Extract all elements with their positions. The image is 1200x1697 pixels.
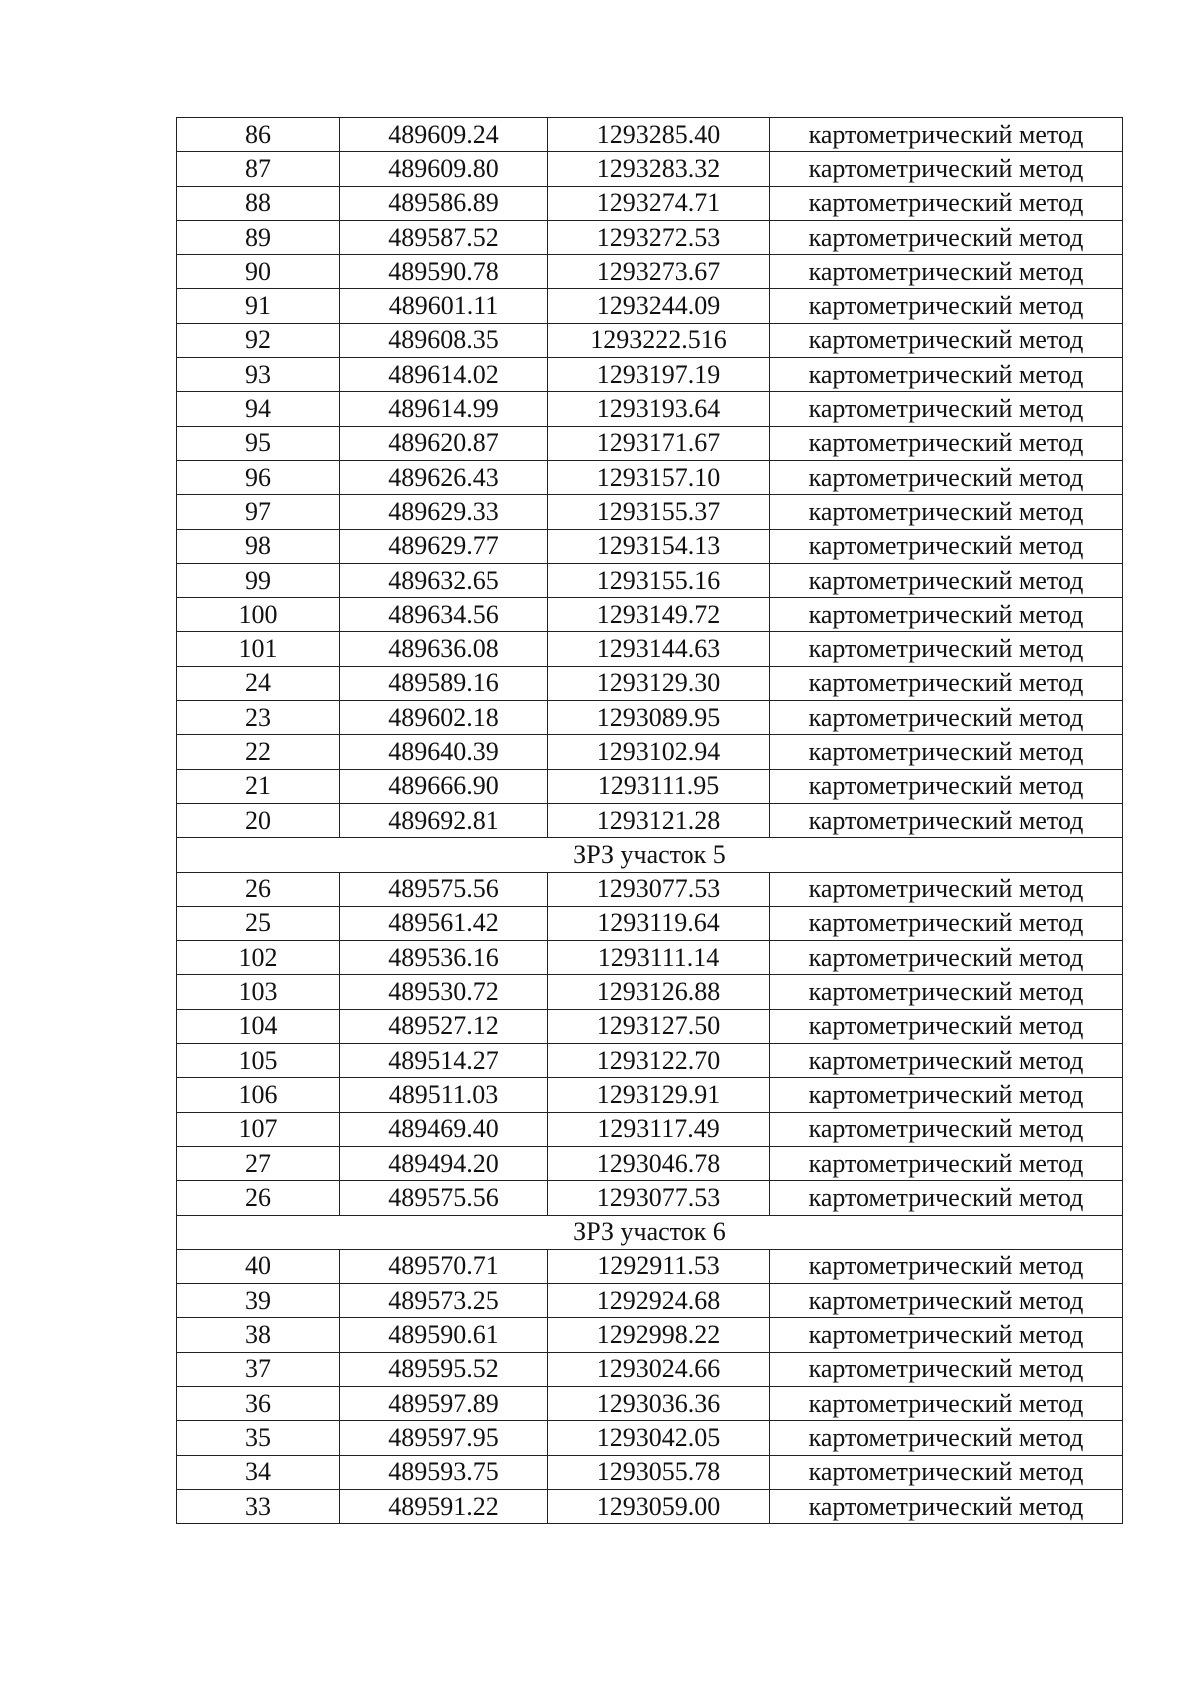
table-row [177, 1489, 1123, 1523]
table-row [177, 701, 1123, 735]
x-coordinate-cell: 489591.22 [340, 1489, 548, 1523]
section-title: ЗРЗ участок 5 [177, 838, 1123, 872]
y-coordinate-cell: 1293154.13 [548, 529, 770, 563]
method-cell: картометрический метод [770, 220, 1123, 254]
point-number-cell: 101 [177, 632, 340, 666]
x-coordinate-cell: 489575.56 [340, 872, 548, 906]
y-coordinate-cell: 1293273.67 [548, 255, 770, 289]
y-coordinate-cell: 1293274.71 [548, 186, 770, 220]
x-coordinate-cell: 489570.71 [340, 1249, 548, 1283]
x-coordinate-cell: 489620.87 [340, 426, 548, 460]
method-cell: картометрический метод [770, 1386, 1123, 1420]
y-coordinate-cell: 1293046.78 [548, 1146, 770, 1180]
y-coordinate-cell: 1293042.05 [548, 1421, 770, 1455]
y-coordinate-cell: 1293222.516 [548, 323, 770, 357]
x-coordinate-cell: 489692.81 [340, 803, 548, 837]
method-cell: картометрический метод [770, 1044, 1123, 1078]
point-number-cell: 39 [177, 1284, 340, 1318]
method-cell: картометрический метод [770, 118, 1123, 152]
method-cell: картометрический метод [770, 1146, 1123, 1180]
point-number-cell: 26 [177, 872, 340, 906]
x-coordinate-cell: 489590.61 [340, 1318, 548, 1352]
method-cell: картометрический метод [770, 941, 1123, 975]
table-row [177, 632, 1123, 666]
table-row [177, 152, 1123, 186]
method-cell: картометрический метод [770, 1009, 1123, 1043]
y-coordinate-cell: 1293089.95 [548, 701, 770, 735]
table-row [177, 392, 1123, 426]
method-cell: картометрический метод [770, 392, 1123, 426]
table-row [177, 426, 1123, 460]
method-cell: картометрический метод [770, 872, 1123, 906]
method-cell: картометрический метод [770, 1181, 1123, 1215]
y-coordinate-cell: 1293122.70 [548, 1044, 770, 1078]
y-coordinate-cell: 1293055.78 [548, 1455, 770, 1489]
y-coordinate-cell: 1293126.88 [548, 975, 770, 1009]
table-row [177, 255, 1123, 289]
method-cell: картометрический метод [770, 563, 1123, 597]
table-row [177, 1112, 1123, 1146]
y-coordinate-cell: 1293155.37 [548, 495, 770, 529]
method-cell: картометрический метод [770, 975, 1123, 1009]
x-coordinate-cell: 489469.40 [340, 1112, 548, 1146]
table-row [177, 563, 1123, 597]
point-number-cell: 91 [177, 289, 340, 323]
x-coordinate-cell: 489632.65 [340, 563, 548, 597]
point-number-cell: 20 [177, 803, 340, 837]
method-cell: картометрический метод [770, 1078, 1123, 1112]
y-coordinate-cell: 1293129.91 [548, 1078, 770, 1112]
point-number-cell: 40 [177, 1249, 340, 1283]
method-cell: картометрический метод [770, 1421, 1123, 1455]
method-cell: картометрический метод [770, 323, 1123, 357]
y-coordinate-cell: 1293285.40 [548, 118, 770, 152]
y-coordinate-cell: 1293111.95 [548, 769, 770, 803]
coordinates-table [176, 117, 1123, 1524]
x-coordinate-cell: 489666.90 [340, 769, 548, 803]
table-row [177, 666, 1123, 700]
method-cell: картометрический метод [770, 1455, 1123, 1489]
method-cell: картометрический метод [770, 1284, 1123, 1318]
method-cell: картометрический метод [770, 666, 1123, 700]
y-coordinate-cell: 1293127.50 [548, 1009, 770, 1043]
table-row [177, 460, 1123, 494]
point-number-cell: 36 [177, 1386, 340, 1420]
x-coordinate-cell: 489586.89 [340, 186, 548, 220]
method-cell: картометрический метод [770, 186, 1123, 220]
table-row [177, 941, 1123, 975]
table-row [177, 769, 1123, 803]
point-number-cell: 90 [177, 255, 340, 289]
x-coordinate-cell: 489614.02 [340, 358, 548, 392]
method-cell: картометрический метод [770, 803, 1123, 837]
y-coordinate-cell: 1293155.16 [548, 563, 770, 597]
point-number-cell: 96 [177, 460, 340, 494]
x-coordinate-cell: 489609.80 [340, 152, 548, 186]
table-row [177, 323, 1123, 357]
table-row [177, 598, 1123, 632]
y-coordinate-cell: 1293111.14 [548, 941, 770, 975]
point-number-cell: 27 [177, 1146, 340, 1180]
point-number-cell: 93 [177, 358, 340, 392]
x-coordinate-cell: 489527.12 [340, 1009, 548, 1043]
x-coordinate-cell: 489494.20 [340, 1146, 548, 1180]
y-coordinate-cell: 1293129.30 [548, 666, 770, 700]
table-row [177, 1421, 1123, 1455]
x-coordinate-cell: 489593.75 [340, 1455, 548, 1489]
y-coordinate-cell: 1293193.64 [548, 392, 770, 426]
method-cell: картометрический метод [770, 1112, 1123, 1146]
x-coordinate-cell: 489634.56 [340, 598, 548, 632]
table-row [177, 529, 1123, 563]
point-number-cell: 95 [177, 426, 340, 460]
x-coordinate-cell: 489608.35 [340, 323, 548, 357]
x-coordinate-cell: 489629.33 [340, 495, 548, 529]
x-coordinate-cell: 489514.27 [340, 1044, 548, 1078]
table-row [177, 358, 1123, 392]
point-number-cell: 25 [177, 906, 340, 940]
table-row [177, 1044, 1123, 1078]
table-row [177, 1181, 1123, 1215]
method-cell: картометрический метод [770, 701, 1123, 735]
table-row [177, 1284, 1123, 1318]
x-coordinate-cell: 489573.25 [340, 1284, 548, 1318]
y-coordinate-cell: 1293171.67 [548, 426, 770, 460]
point-number-cell: 107 [177, 1112, 340, 1146]
point-number-cell: 22 [177, 735, 340, 769]
point-number-cell: 103 [177, 975, 340, 1009]
table-row [177, 803, 1123, 837]
x-coordinate-cell: 489575.56 [340, 1181, 548, 1215]
point-number-cell: 26 [177, 1181, 340, 1215]
table-row [177, 1318, 1123, 1352]
x-coordinate-cell: 489511.03 [340, 1078, 548, 1112]
y-coordinate-cell: 1293059.00 [548, 1489, 770, 1523]
point-number-cell: 21 [177, 769, 340, 803]
x-coordinate-cell: 489561.42 [340, 906, 548, 940]
x-coordinate-cell: 489609.24 [340, 118, 548, 152]
point-number-cell: 86 [177, 118, 340, 152]
table-row [177, 220, 1123, 254]
point-number-cell: 38 [177, 1318, 340, 1352]
point-number-cell: 105 [177, 1044, 340, 1078]
table-row [177, 872, 1123, 906]
y-coordinate-cell: 1293272.53 [548, 220, 770, 254]
method-cell: картометрический метод [770, 598, 1123, 632]
point-number-cell: 106 [177, 1078, 340, 1112]
y-coordinate-cell: 1293149.72 [548, 598, 770, 632]
y-coordinate-cell: 1293117.49 [548, 1112, 770, 1146]
point-number-cell: 102 [177, 941, 340, 975]
section-title: ЗРЗ участок 6 [177, 1215, 1123, 1249]
y-coordinate-cell: 1293119.64 [548, 906, 770, 940]
x-coordinate-cell: 489590.78 [340, 255, 548, 289]
table-row [177, 289, 1123, 323]
table-row [177, 1146, 1123, 1180]
table-row [177, 1009, 1123, 1043]
x-coordinate-cell: 489597.89 [340, 1386, 548, 1420]
table-row [177, 1455, 1123, 1489]
y-coordinate-cell: 1293197.19 [548, 358, 770, 392]
table-row [177, 1078, 1123, 1112]
point-number-cell: 100 [177, 598, 340, 632]
method-cell: картометрический метод [770, 529, 1123, 563]
point-number-cell: 33 [177, 1489, 340, 1523]
method-cell: картометрический метод [770, 358, 1123, 392]
point-number-cell: 97 [177, 495, 340, 529]
y-coordinate-cell: 1292998.22 [548, 1318, 770, 1352]
y-coordinate-cell: 1293244.09 [548, 289, 770, 323]
table-row [177, 495, 1123, 529]
y-coordinate-cell: 1293024.66 [548, 1352, 770, 1386]
x-coordinate-cell: 489597.95 [340, 1421, 548, 1455]
y-coordinate-cell: 1293102.94 [548, 735, 770, 769]
method-cell: картометрический метод [770, 1249, 1123, 1283]
method-cell: картометрический метод [770, 1352, 1123, 1386]
x-coordinate-cell: 489589.16 [340, 666, 548, 700]
y-coordinate-cell: 1293077.53 [548, 872, 770, 906]
x-coordinate-cell: 489601.11 [340, 289, 548, 323]
point-number-cell: 99 [177, 563, 340, 597]
x-coordinate-cell: 489614.99 [340, 392, 548, 426]
method-cell: картометрический метод [770, 1318, 1123, 1352]
point-number-cell: 23 [177, 701, 340, 735]
point-number-cell: 34 [177, 1455, 340, 1489]
y-coordinate-cell: 1293144.63 [548, 632, 770, 666]
method-cell: картометрический метод [770, 152, 1123, 186]
y-coordinate-cell: 1293121.28 [548, 803, 770, 837]
section-header-row [177, 838, 1123, 872]
method-cell: картометрический метод [770, 426, 1123, 460]
x-coordinate-cell: 489602.18 [340, 701, 548, 735]
table-row [177, 118, 1123, 152]
table-row [177, 186, 1123, 220]
x-coordinate-cell: 489595.52 [340, 1352, 548, 1386]
x-coordinate-cell: 489530.72 [340, 975, 548, 1009]
table-row [177, 975, 1123, 1009]
method-cell: картометрический метод [770, 769, 1123, 803]
table-row [177, 1352, 1123, 1386]
coordinates-table-body [177, 118, 1123, 1524]
section-header-row [177, 1215, 1123, 1249]
point-number-cell: 24 [177, 666, 340, 700]
point-number-cell: 92 [177, 323, 340, 357]
method-cell: картометрический метод [770, 460, 1123, 494]
point-number-cell: 98 [177, 529, 340, 563]
x-coordinate-cell: 489536.16 [340, 941, 548, 975]
table-row [177, 1386, 1123, 1420]
table-row [177, 1249, 1123, 1283]
point-number-cell: 104 [177, 1009, 340, 1043]
y-coordinate-cell: 1293036.36 [548, 1386, 770, 1420]
method-cell: картометрический метод [770, 1489, 1123, 1523]
y-coordinate-cell: 1293077.53 [548, 1181, 770, 1215]
method-cell: картометрический метод [770, 255, 1123, 289]
x-coordinate-cell: 489587.52 [340, 220, 548, 254]
table-row [177, 906, 1123, 940]
method-cell: картометрический метод [770, 495, 1123, 529]
y-coordinate-cell: 1293157.10 [548, 460, 770, 494]
point-number-cell: 87 [177, 152, 340, 186]
x-coordinate-cell: 489636.08 [340, 632, 548, 666]
y-coordinate-cell: 1293283.32 [548, 152, 770, 186]
point-number-cell: 35 [177, 1421, 340, 1455]
point-number-cell: 89 [177, 220, 340, 254]
method-cell: картометрический метод [770, 289, 1123, 323]
x-coordinate-cell: 489640.39 [340, 735, 548, 769]
point-number-cell: 88 [177, 186, 340, 220]
point-number-cell: 94 [177, 392, 340, 426]
method-cell: картометрический метод [770, 906, 1123, 940]
x-coordinate-cell: 489629.77 [340, 529, 548, 563]
method-cell: картометрический метод [770, 632, 1123, 666]
x-coordinate-cell: 489626.43 [340, 460, 548, 494]
y-coordinate-cell: 1292911.53 [548, 1249, 770, 1283]
method-cell: картометрический метод [770, 735, 1123, 769]
point-number-cell: 37 [177, 1352, 340, 1386]
table-row [177, 735, 1123, 769]
y-coordinate-cell: 1292924.68 [548, 1284, 770, 1318]
